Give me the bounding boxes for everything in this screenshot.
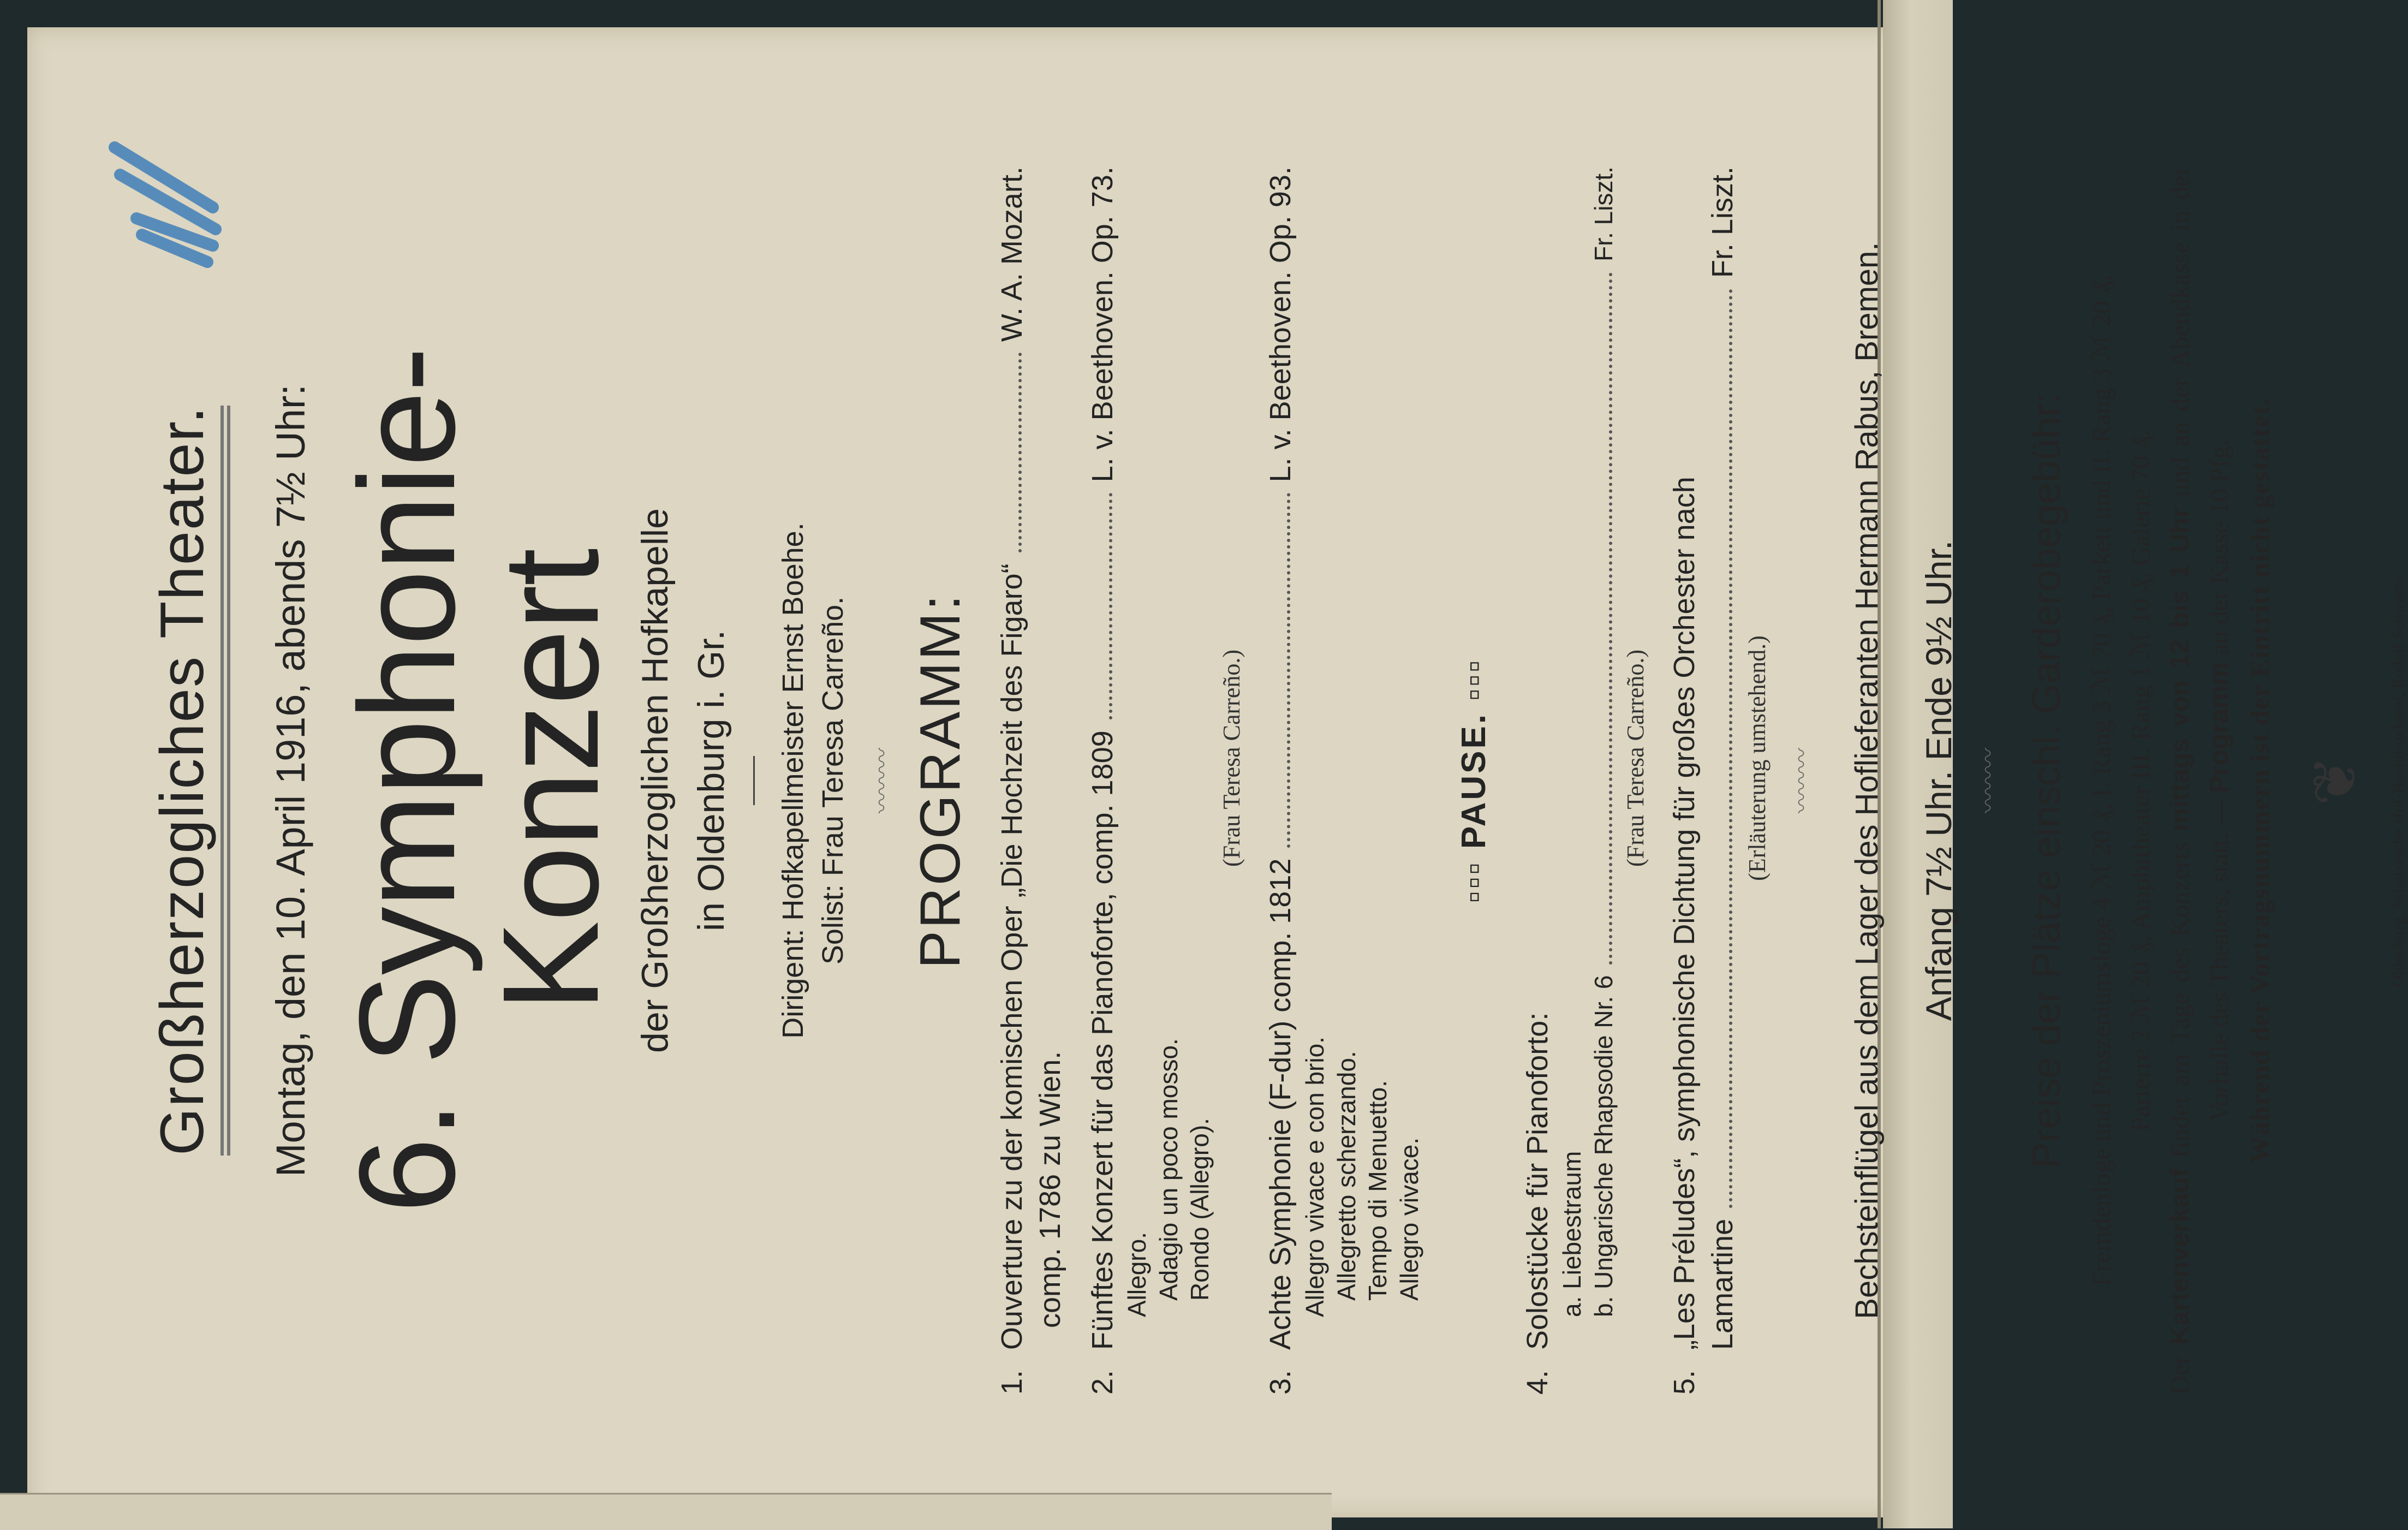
piece-a: a. Liebestraum — [1558, 1151, 1586, 1317]
leader-dots — [1609, 272, 1612, 965]
concert-title: 6. Symphonie-Konzert — [331, 348, 627, 1213]
pause-label: ▫▫▫ PAUSE. ▫▫▫ — [1455, 658, 1493, 903]
program-item-4 — [1518, 166, 1651, 1395]
program-page — [49, 14, 2408, 1515]
time-line: Anfang 7½ Uhr. Ende 9½ Uhr. — [1918, 540, 1959, 1021]
theater-title: Großherzogliches Theater. — [147, 406, 230, 1156]
sale-text-bold: mittags von 12 bis 1 Uhr — [2166, 507, 2195, 831]
item-title-cont: Lamartine — [1706, 1218, 1739, 1350]
wave-divider: 〰〰〰 — [870, 748, 895, 813]
entry-notice: Während der Vortragsnummern ist der Eintritt nicht gestattet. — [2244, 397, 2275, 1164]
movement: Rondo (Allegro). — [1185, 1118, 1214, 1301]
item-composer: L. v. Beethoven. Op. 93. — [1264, 166, 1297, 483]
leader-dots — [1109, 493, 1112, 719]
movement: Tempo di Menuetto. — [1363, 1080, 1392, 1301]
bechstein-note: Bechsteinflügel aus dem Lager des Hoflieferanten Hermann Rabus, Bremen. — [1849, 242, 1885, 1319]
date-line: Montag, den 10. April 1916, abends 7½ Uhr: — [268, 384, 313, 1177]
performer-note: (Frau Teresa Carreño.) — [1218, 649, 1245, 867]
sale-info — [2161, 166, 2239, 1395]
movement: Allegro vivace. — [1394, 1137, 1423, 1301]
wave-divider: 〰〰〰 — [1790, 748, 1815, 813]
movement: Allegro vivace e con brio. — [1301, 1037, 1330, 1317]
item-title: Solostücke für Pianoforto: — [1521, 1012, 1554, 1350]
sale-text: Der — [2166, 1355, 2195, 1395]
item-title: Ouverture zu der komischen Oper „Die Hochzeit des Figaro“ — [995, 563, 1028, 1350]
piece-b: b. Ungarische Rhapsodie Nr. 6 — [1589, 975, 1618, 1317]
item-composer: Fr. Liszt. — [1706, 166, 1739, 278]
sale-text: Vorhalle des Theaters, statt. — — [2205, 799, 2234, 1122]
soloist-line: Solist: Frau Teresa Carreño. — [816, 596, 849, 965]
prices-line: Parterre 2 ℳ 20 ₰, Amphitheater III. Rang 1 ℳ 10 ₰, Galerie 70 ₰. — [2126, 429, 2156, 1132]
printer-imprint: Oldenburg, Schulzesche Hof-Buchdruckerei, Rudolf Schwartz. — [2389, 574, 2408, 987]
movement: Adagio un poco mosso. — [1154, 1038, 1183, 1301]
prices-text — [2082, 166, 2280, 1395]
program-item-3 — [1261, 166, 1425, 1395]
movement: Allegro. — [1123, 1232, 1152, 1317]
item-title: „Les Préludes“, symphonische Dichtung für großes Orchester nach — [1667, 477, 1701, 1350]
movement: Allegretto scherzando. — [1332, 1051, 1361, 1301]
place-line: in Oldenburg i. Gr. — [690, 630, 732, 931]
sale-text: an der Kasse 10 Pfg. — [2205, 439, 2234, 656]
leader-dots — [1018, 353, 1022, 552]
header-block — [147, 166, 973, 1395]
sale-text-bold: Kartenverkauf — [2166, 1168, 2195, 1345]
item-number: 1. — [995, 1370, 1028, 1395]
program-list — [993, 166, 1773, 1395]
prices-heading: Preise der Plätze einschl. Garderobegebühr: — [2025, 392, 2069, 1169]
sale-text: findet am Tage des Konzerts — [2166, 842, 2195, 1158]
program-item-5 — [1665, 166, 1773, 1395]
orchestra-line: der Großherzoglichen Hofkapelle — [634, 508, 676, 1053]
item-composer: Fr. Liszt. — [1589, 166, 1618, 261]
item-title: Fünftes Konzert für das Pianoforte, comp. 1809 — [1086, 730, 1119, 1350]
ornament-icon: ❦ — [2302, 755, 2369, 806]
item-number: 4. — [1521, 1370, 1554, 1395]
item-composer: W. A. Mozart. — [995, 166, 1028, 342]
divider — [753, 756, 755, 805]
program-item-1 — [993, 166, 1069, 1395]
program-heading: PROGRAMM: — [908, 592, 972, 969]
item-note: comp. 1786 zu Wien. — [1033, 1051, 1066, 1328]
wave-divider: 〰〰〰 — [1977, 748, 2001, 813]
item-number: 2. — [1086, 1370, 1119, 1395]
item-title: Achte Symphonie (F-dur) comp. 1812 — [1264, 858, 1297, 1350]
conductor-line: Dirigent: Hofkapellmeister Ernst Boehe. — [777, 522, 809, 1039]
leader-dots — [1729, 289, 1732, 1208]
item-composer: L. v. Beethoven. Op. 73. — [1086, 166, 1119, 483]
item-number: 3. — [1264, 1370, 1297, 1395]
performer-note: (Frau Teresa Carreño.) — [1622, 649, 1649, 867]
item-note: (Erläuterung umstehend.) — [1744, 635, 1771, 881]
item-number: 5. — [1667, 1370, 1701, 1395]
program-item-2 — [1083, 166, 1247, 1395]
prices-line: Fremdenloge und Proszeniumsloge 4 ℳ 20 ₰, I. Rang 3 ℳ 70 ₰, Parkett und II. Rang 3 ℳ 20 ₰, — [2087, 275, 2117, 1287]
sale-text: und an der Abendkasse in der — [2166, 166, 2195, 497]
sale-text-bold: Programm — [2205, 662, 2234, 793]
leader-dots — [1287, 493, 1290, 847]
